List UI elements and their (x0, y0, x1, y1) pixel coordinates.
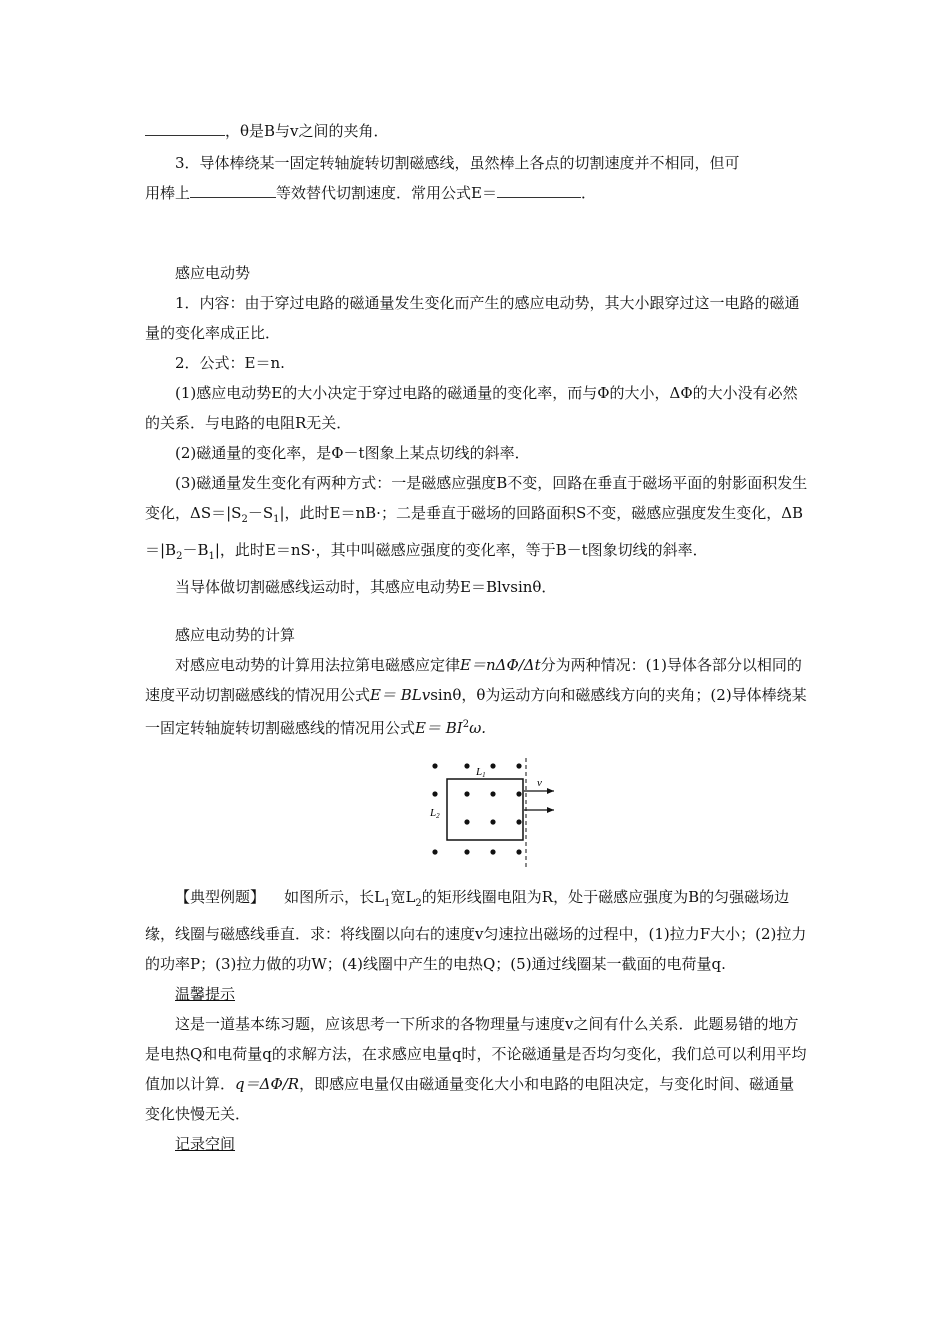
subscript: 1 (208, 551, 215, 562)
paragraph (145, 650, 808, 743)
item-3-line1: 3．导体棒绕某一固定转轴旋转切割磁感线，虽然棒上各点的切割速度并不相同，但可 (175, 154, 740, 172)
hint-title-text: 温馨提示 (175, 985, 236, 1003)
formula: E＝ BI (415, 719, 463, 737)
line-text: ． (580, 184, 596, 202)
formula: q＝ΔΦ/R (235, 1075, 300, 1093)
section-body (145, 288, 808, 602)
example-problem (145, 882, 808, 979)
text: －B (182, 541, 209, 559)
section-title: 感应电动势 (175, 264, 251, 282)
paragraph: 当导体做切割磁感线运动时，其感应电动势E＝Blvsinθ． (175, 578, 557, 596)
hint-title (145, 979, 808, 1009)
subscript: 2 (415, 898, 422, 909)
paragraph: (2)磁通量的变化率，是Φ－t图象上某点切线的斜率． (175, 444, 530, 462)
blank-field[interactable] (145, 120, 225, 136)
blank-field[interactable] (190, 182, 276, 198)
text: 如图所示，长L (284, 888, 385, 906)
formula: E＝nΔΦ/Δt (460, 656, 541, 674)
text: 这是一道基本练习题，应该思考一下所求的各物理量与速度v之间有什么关系．此题易错的地方是电热Q和电荷量q的求解方法，在求感应电量q时，不论磁通量是否均匀变化，我们总可以利用平均值加以计算． (145, 1015, 807, 1093)
text: －S (247, 504, 274, 522)
text: 对感应电动势的计算用法拉第电磁感应定律 (175, 656, 461, 674)
blank-field[interactable] (497, 182, 581, 198)
superscript: 2 (462, 719, 470, 730)
coil-in-field-figure (420, 758, 570, 870)
subscript: 1 (384, 898, 391, 909)
record-title-text: 记录空间 (175, 1135, 236, 1153)
label-v: v (537, 777, 542, 789)
fill-line-angle (145, 116, 389, 146)
example-tag: 【典型例题】 (175, 888, 266, 906)
text: 分为两种情况：(1)导体各部分以相同的速度平动切割磁感线的情况用公式 (145, 656, 802, 704)
hint-paragraph (145, 1009, 808, 1129)
text: |，此时E＝nB·；二是垂直于磁场的回路面积S不变，磁感应强度发生变化，ΔB＝|B (145, 504, 804, 559)
formula: E＝ BLv (370, 686, 431, 704)
coil-rectangle (447, 779, 523, 840)
force-arrow-head (547, 807, 554, 813)
text: 宽L (390, 888, 416, 906)
text: 的矩形线圈电阻为R，处于磁感应强度为B的匀强磁场边缘，线圈与磁感线垂直．求：将线圈以向右的速度v匀速拉出磁场的过程中，(1)拉力F大小；(2)拉力的功率P；(3)拉力做的功W；(4)线圈中产生的电热Q；(5)通过线圈某一截面的电荷量q. (145, 888, 807, 973)
paragraph: 1．内容：由于穿过电路的磁通量发生变化而产生的感应电动势，其大小跟穿过这一电路的磁通量的变化率成正比． (145, 294, 800, 342)
text: (3)磁通量发生变化有两种方式：一是磁感应强度B不变，回路在垂直于磁场平面的射影面积发生变化，ΔS＝|S (145, 474, 808, 522)
line-text: ，θ是B与v之间的夹角． (225, 122, 389, 140)
subscript: 2 (241, 514, 248, 525)
paragraph (145, 468, 808, 572)
paragraph: 2．公式：E＝n. (175, 354, 285, 372)
formula: ω. (469, 719, 487, 737)
label-l2: L2 (430, 807, 440, 820)
section-body (145, 650, 808, 743)
example-section (145, 882, 808, 1159)
subscript: 2 (176, 551, 183, 562)
line-text: 用棒上 (145, 184, 191, 202)
paragraph: (1)感应电动势E的大小决定于穿过电路的磁通量的变化率，而与Φ的大小，ΔΦ的大小没有必然的关系．与电路的电阻R无关． (145, 384, 798, 432)
label-l1: L1 (476, 766, 486, 779)
subscript: 1 (273, 514, 280, 525)
text: |，此时E＝nS·，其中叫磁感应强度的变化率，等于B－t图象切线的斜率． (214, 541, 708, 559)
section-title: 感应电动势的计算 (175, 626, 296, 644)
line-text: 等效替代切割速度．常用公式E＝ (276, 184, 497, 202)
text: sinθ，θ为运动方向和磁感线方向的夹角；(2)导体棒绕某一固定转轴旋转切割磁感线的情况用公式 (145, 686, 807, 737)
record-title (145, 1129, 808, 1159)
velocity-arrow-head (547, 788, 554, 794)
text: ，即感应电量仅由磁通量变化大小和电路的电阻决定，与变化时间、磁通量变化快慢无关． (145, 1075, 795, 1123)
item-3-line2 (145, 178, 596, 208)
